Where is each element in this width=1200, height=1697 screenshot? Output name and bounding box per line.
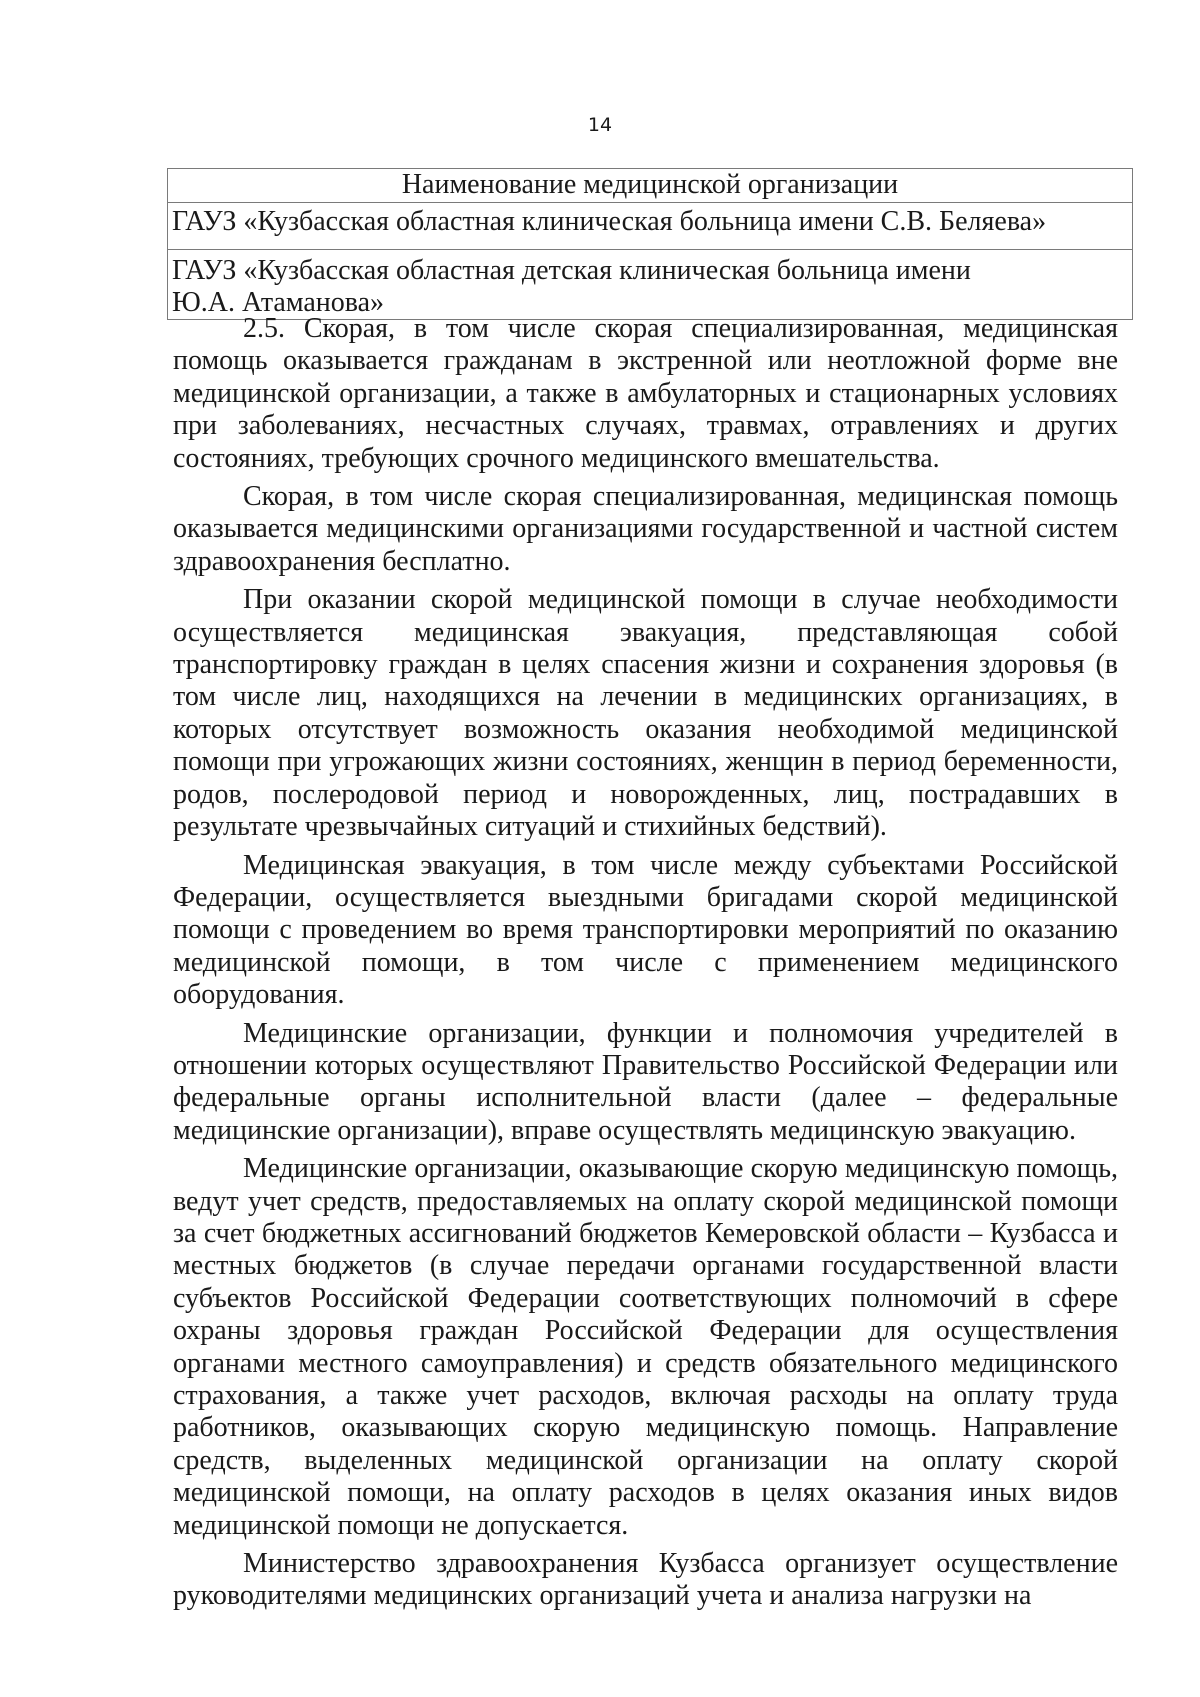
paragraph: При оказании скорой медицинской помощи в случае необходимости осуществляется медицинская эвакуация, представляющая собой транспортировку граждан в целях спасения жизни и сохранения здоровья (в том числе лиц, находящихся на лечении в медицинских организациях, в которых отсутствует возможность оказания необходимой медицинской помощи при угрожающих жизни состояниях, женщин в период беременности, родов, послеродовой период и новорожденных, лиц, пострадавших в результате чрезвычайных ситуаций и стихийных бедствий). [173, 584, 1118, 843]
table-row [168, 203, 1133, 250]
table-cell: ГАУЗ «Кузбасская областная детская клиническая больница имени Ю.А. Атаманова» [168, 250, 1133, 320]
paragraph: Скорая, в том числе скорая специализированная, медицинская помощь оказывается медицинскими организациями государственной и частной систем здравоохранения бесплатно. [173, 481, 1118, 577]
table-row [168, 250, 1133, 320]
page-number: 14 [587, 114, 613, 136]
table-header-row [168, 169, 1133, 203]
paragraph: Медицинские организации, функции и полномочия учредителей в отношении которых осуществляют Правительство Российской Федерации или федеральные органы исполнительной власти (далее – федеральные медицинские организации), вправе осуществлять медицинскую эвакуацию. [173, 1017, 1118, 1146]
paragraph: Медицинские организации, оказывающие скорую медицинскую помощь, ведут учет средств, предоставляемых на оплату скорой медицинской помощи за счет бюджетных ассигнований бюджетов Кемеровской области – Кузбасса и местных бюджетов (в случае передачи органами государственной власти субъектов Российской Федерации соответствующих полномочий в сфере охраны здоровья граждан Российской Федерации для осуществления органами местного самоуправления) и средств обязательного медицинского страхования, а также учет расходов, включая расходы на оплату труда работников, оказывающих скорую медицинскую помощь. Направление средств, выделенных медицинской организации на оплату скорой медицинской помощи, на оплату расходов в целях оказания иных видов медицинской помощи не допускается. [173, 1153, 1118, 1541]
paragraph: Министерство здравоохранения Кузбасса организует осуществление руководителями медицинских организаций учета и анализа нагрузки на [173, 1548, 1118, 1612]
medical-organizations-table [167, 168, 1133, 320]
document-body [173, 313, 1118, 1613]
table-cell: ГАУЗ «Кузбасская областная клиническая больница имени С.В. Беляева» [168, 203, 1133, 250]
paragraph: 2.5. Скорая, в том числе скорая специализированная, медицинская помощь оказывается гражданам в экстренной или неотложной форме вне медицинской организации, а также в амбулаторных и стационарных условиях при заболеваниях, несчастных случаях, травмах, отравлениях и других состояниях, требующих срочного медицинского вмешательства. [173, 313, 1118, 474]
paragraph: Медицинская эвакуация, в том числе между субъектами Российской Федерации, осуществляется выездными бригадами скорой медицинской помощи с проведением во время транспортировки мероприятий по оказанию медицинской помощи, в том числе с применением медицинского оборудования. [173, 849, 1118, 1011]
table-header-cell: Наименование медицинской организации [168, 169, 1133, 203]
